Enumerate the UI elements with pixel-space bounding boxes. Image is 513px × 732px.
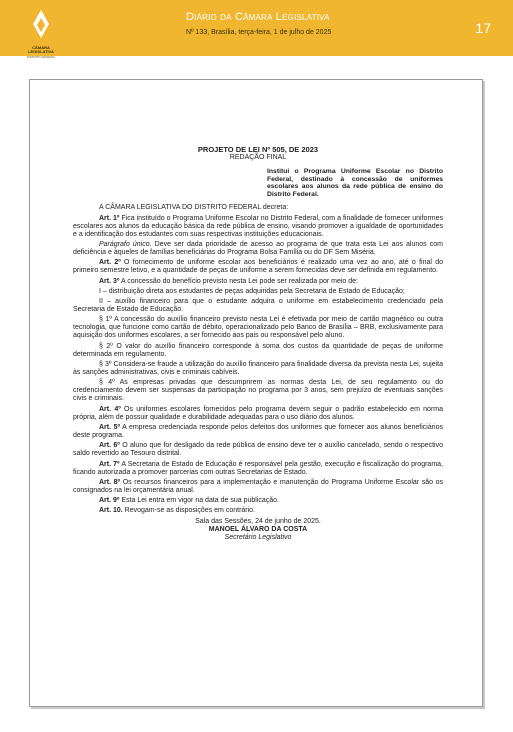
paragraph-label: Parágrafo único.: [99, 240, 152, 248]
paragraph: [73, 379, 443, 403]
paragraph-label: Art. 10.: [99, 507, 123, 515]
flame-logo-icon: [31, 8, 51, 42]
paragraph: [73, 461, 443, 477]
chamber-logo: [24, 8, 58, 59]
document-title: PROJETO DE LEI Nº 505, DE 2023: [197, 145, 319, 154]
paragraph: [73, 288, 443, 296]
paragraph-text: A empresa credenciada responde pelos defeitos dos uniformes que fornecer aos alunos beneficiários deste programa.: [73, 423, 444, 439]
preamble: A CÂMARA LEGISLATIVA DO DISTRITO FEDERAL decreta:: [99, 204, 289, 212]
paragraph-label: Art. 8º: [99, 478, 121, 486]
paragraph-text: II – auxílio financeiro para que o estudante adquira o uniforme em estabelecimento credenciado pela Secretaria de Estado de Educação.: [73, 298, 443, 314]
paragraph-text: Os uniformes escolares fornecidos pelo programa devem seguir o padrão estabelecido em norma própria, além de possuir qualidade e durabilidade adequadas para o uso diário dos alunos.: [73, 405, 444, 421]
paragraph-label: Art. 7º: [99, 460, 120, 468]
paragraph: [73, 215, 443, 239]
paragraph-text: § 3º Considera-se fraude a utilização do auxílio financeiro para finalidade diversa da prevista nesta Lei, sujeita às sanções administrativas, civis e criminais cabíveis.: [73, 361, 443, 377]
document-subtitle: REDAÇÃO FINAL: [229, 154, 287, 161]
signatory-name: MANOEL ÁLVARO DA COSTA: [208, 526, 308, 534]
issue-line: Nº 133, Brasília, terça-feira, 1 de julho de 2025: [186, 29, 332, 36]
logo-text: CÂMARA LEGISLATIVA: [28, 45, 54, 55]
paragraph: [73, 479, 443, 495]
paragraph-text: I – distribuição direta aos estudantes de peças adquiridas pela Secretaria de Estado de Educação;: [99, 287, 405, 295]
paragraph: [73, 259, 443, 275]
paragraph-label: Art. 5º: [99, 423, 121, 431]
paragraph: [73, 424, 443, 440]
paragraph-list: [73, 215, 443, 516]
paragraph: [73, 241, 443, 257]
paragraph-label: Art. 6º: [99, 442, 120, 450]
ementa: Institui o Programa Uniforme Escolar no Distrito Federal, destinado à concessão de uniformes escolares aos alunos da rede pública de ensino do Distrito Federal.: [267, 168, 443, 198]
paragraph-label: Art. 4º: [99, 405, 121, 413]
paragraph: [73, 343, 443, 359]
page-header: [0, 0, 513, 59]
paragraph-text: O fornecimento de uniforme escolar aos beneficiários é realizado uma vez ao ano, até o final do primeiro semestre letivo, e a quantidade de peças de uniforme a serem fornecidas deve ser definida em regulamento.: [73, 259, 443, 275]
document-body: [73, 146, 443, 542]
paragraph-text: Os recursos financeiros para a implementação e manutenção do Programa Uniforme Escolar são os consignados na lei orçamentária anual.: [73, 478, 443, 494]
paragraph: [73, 497, 443, 505]
paragraph: [73, 406, 443, 422]
signatory-role: Secretário Legislativo: [224, 534, 292, 542]
paragraph-text: § 2º O valor do auxílio financeiro corresponde à soma dos custos da quantidade de peças de uniforme determinada em regulamento.: [73, 342, 443, 358]
paragraph: [73, 361, 443, 377]
page-number: 17: [475, 20, 491, 36]
journal-title: Diário da Câmara Legislativa: [186, 11, 330, 23]
paragraph: [73, 298, 443, 314]
paragraph-text: Deve ser dada prioridade de acesso ao programa de que trata esta Lei aos alunos com deficiência e àqueles de famílias beneficiárias do Programa Bolsa Família ou do DF Sem Miséria.: [73, 240, 444, 256]
paragraph: [73, 278, 443, 286]
paragraph-label: Art. 9º: [99, 497, 120, 505]
paragraph-text: Esta Lei entra em vigor na data de sua publicação.: [119, 497, 279, 505]
paragraph-text: Fica instituído o Programa Uniforme Escolar no Distrito Federal, com a finalidade de fornecer uniformes escolares aos alunos da educação básica da rede pública de ensino, visando promover a igualdade de oportunidades e a identificação dos estudantes com suas respectivas instituições educacionais.: [73, 214, 443, 238]
paragraph-label: Art. 1º: [99, 214, 120, 222]
paragraph-label: Art. 3º: [99, 277, 120, 285]
paragraph: [73, 507, 443, 515]
paragraph-text: A concessão do benefício previsto nesta Lei pode ser realizada por meio de:: [119, 277, 358, 285]
paragraph-label: Art. 2º: [99, 259, 121, 267]
paragraph-text: § 1º A concessão do auxílio financeiro previsto nesta Lei é efetivada por meio de cartão magnético ou outra tecnologia, que funcione como cartão de débito, operacionalizado pelo Banco de Brasília – BRB, exclusivamente para aquisição dos uniformes escolares, a ser fornecido aos pais ou responsável pelo aluno.: [73, 316, 443, 340]
paragraph: [73, 316, 443, 340]
signature-place-date: Sala das Sessões, 24 de junho de 2025.: [195, 518, 321, 526]
paragraph-text: O aluno que for desligado da rede pública de ensino deve ter o auxílio cancelado, sendo o respectivo saldo revertido ao Tesouro distrital.: [73, 442, 444, 458]
paragraph-text: § 4º As empresas privadas que descumprirem as normas desta Lei, de seu regulamento ou do credenciamento devem ser suspensas da participação no programa por 3 anos, sem prejuízo de eventuais sanções civis e criminais.: [73, 379, 443, 403]
logo-subtext: DISTRITO FEDERAL: [26, 55, 56, 59]
paragraph-text: A Secretaria de Estado de Educação é responsável pela gestão, execução e fiscalização do programa, ficando autorizada a promover parcerias com outras Secretarias de Estado.: [73, 460, 443, 476]
paragraph-text: Revogam-se as disposições em contrário.: [122, 507, 256, 515]
paragraph: [73, 442, 443, 458]
